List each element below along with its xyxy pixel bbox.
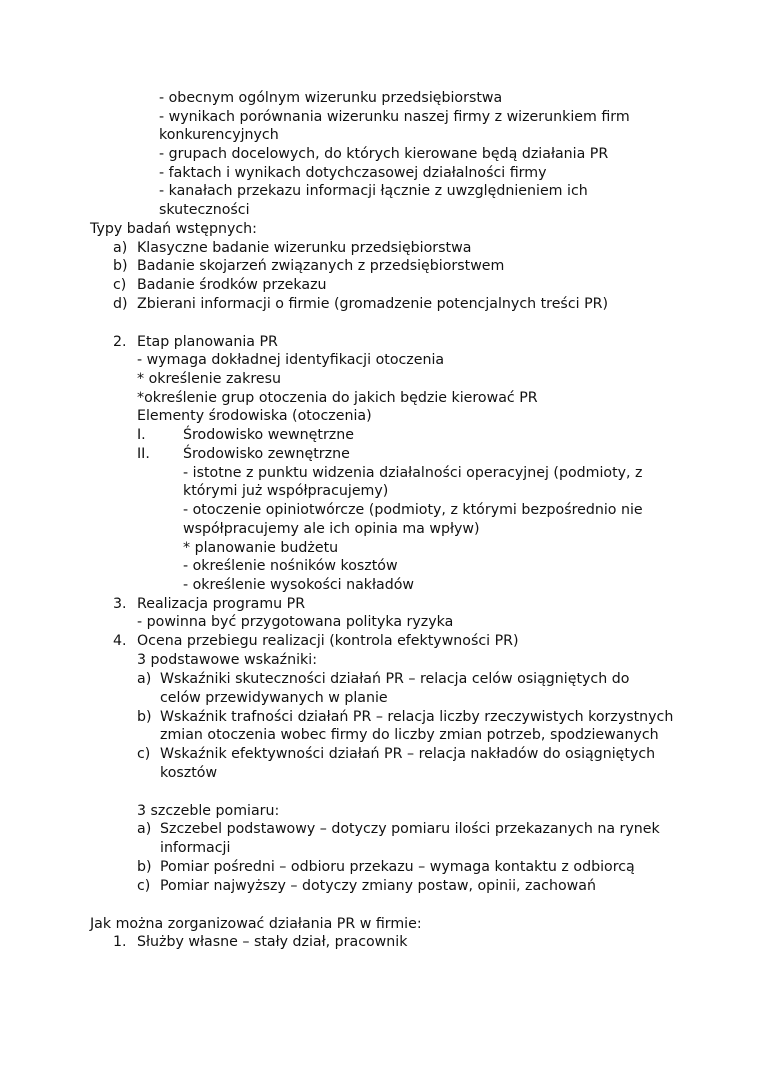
- list-marker: I.: [137, 427, 146, 443]
- list-marker: c): [137, 878, 151, 894]
- list-marker: a): [137, 671, 152, 687]
- list-item: Pomiar najwyższy – dotyczy zmiany postaw, opinii, zachowań: [160, 878, 596, 894]
- list-item: zmian otoczenia wobec firmy do liczby zmian potrzeb, spodziewanych: [160, 727, 659, 743]
- section-heading: Jak można zorganizować działania PR w firmie:: [90, 916, 422, 932]
- section-heading: Typy badań wstępnych:: [90, 221, 257, 237]
- list-item: kosztów: [160, 765, 218, 781]
- stage-title: Etap planowania PR: [137, 334, 278, 350]
- stage-line: Elementy środowiska (otoczenia): [137, 408, 372, 424]
- intro-bullet: - grupach docelowych, do których kierowane będą działania PR: [159, 146, 609, 162]
- list-item: celów przewidywanych w planie: [160, 690, 388, 706]
- list-item: Wskaźniki skuteczności działań PR – relacja celów osiągniętych do: [160, 671, 630, 687]
- detail-line: * planowanie budżetu: [183, 540, 339, 556]
- list-marker: c): [113, 277, 127, 293]
- detail-line: - otoczenie opiniotwórcze (podmioty, z którymi bezpośrednio nie: [183, 502, 643, 518]
- list-item: informacji: [160, 840, 231, 856]
- list-marker: II.: [137, 446, 150, 462]
- intro-bullet: - wynikach porównania wizerunku naszej firmy z wizerunkiem firm: [159, 109, 630, 125]
- list-item: Badanie środków przekazu: [137, 277, 327, 293]
- list-marker: d): [113, 296, 128, 312]
- stage-line: *określenie grup otoczenia do jakich będzie kierować PR: [137, 390, 538, 406]
- list-item: Klasyczne badanie wizerunku przedsiębiorstwa: [137, 240, 472, 256]
- detail-line: - istotne z punktu widzenia działalności operacyjnej (podmioty, z: [183, 465, 643, 481]
- subsection-heading: 3 podstawowe wskaźniki:: [137, 652, 317, 668]
- list-marker: 1.: [113, 934, 127, 950]
- list-item: Wskaźnik trafności działań PR – relacja liczby rzeczywistych korzystnych: [160, 709, 674, 725]
- list-item: Zbierani informacji o firmie (gromadzenie potencjalnych treści PR): [137, 296, 609, 312]
- list-marker: a): [113, 240, 128, 256]
- list-marker: c): [137, 746, 151, 762]
- list-item: Środowisko zewnętrzne: [183, 446, 350, 462]
- list-marker: a): [137, 821, 152, 837]
- intro-bullet: skuteczności: [159, 202, 250, 218]
- detail-line: którymi już współpracujemy): [183, 483, 389, 499]
- list-marker: b): [137, 709, 152, 725]
- stage-title: Ocena przebiegu realizacji (kontrola efektywności PR): [137, 633, 519, 649]
- detail-line: - określenie wysokości nakładów: [183, 577, 415, 593]
- detail-line: - określenie nośników kosztów: [183, 558, 398, 574]
- subsection-heading: 3 szczeble pomiaru:: [137, 803, 280, 819]
- intro-bullet: - kanałach przekazu informacji łącznie z uwzględnieniem ich: [159, 183, 588, 199]
- stage-line: - wymaga dokładnej identyfikacji otoczenia: [137, 352, 445, 368]
- list-marker: 3.: [113, 596, 127, 612]
- list-item: Służby własne – stały dział, pracownik: [137, 934, 408, 950]
- list-marker: 4.: [113, 633, 127, 649]
- stage-line: - powinna być przygotowana polityka ryzyka: [137, 614, 454, 630]
- stage-line: * określenie zakresu: [137, 371, 281, 387]
- detail-line: współpracujemy ale ich opinia ma wpływ): [183, 521, 480, 537]
- list-item: Wskaźnik efektywności działań PR – relacja nakładów do osiągniętych: [160, 746, 656, 762]
- list-item: Szczebel podstawowy – dotyczy pomiaru ilości przekazanych na rynek: [160, 821, 660, 837]
- intro-bullet: - obecnym ogólnym wizerunku przedsiębiorstwa: [159, 90, 503, 106]
- list-marker: b): [113, 258, 128, 274]
- list-item: Badanie skojarzeń związanych z przedsiębiorstwem: [137, 258, 505, 274]
- list-item: Pomiar pośredni – odbioru przekazu – wymaga kontaktu z odbiorcą: [160, 859, 635, 875]
- list-marker: 2.: [113, 334, 127, 350]
- intro-bullet: konkurencyjnych: [159, 127, 279, 143]
- list-marker: b): [137, 859, 152, 875]
- stage-title: Realizacja programu PR: [137, 596, 306, 612]
- list-item: Środowisko wewnętrzne: [183, 427, 354, 443]
- intro-bullet: - faktach i wynikach dotychczasowej działalności firmy: [159, 165, 547, 181]
